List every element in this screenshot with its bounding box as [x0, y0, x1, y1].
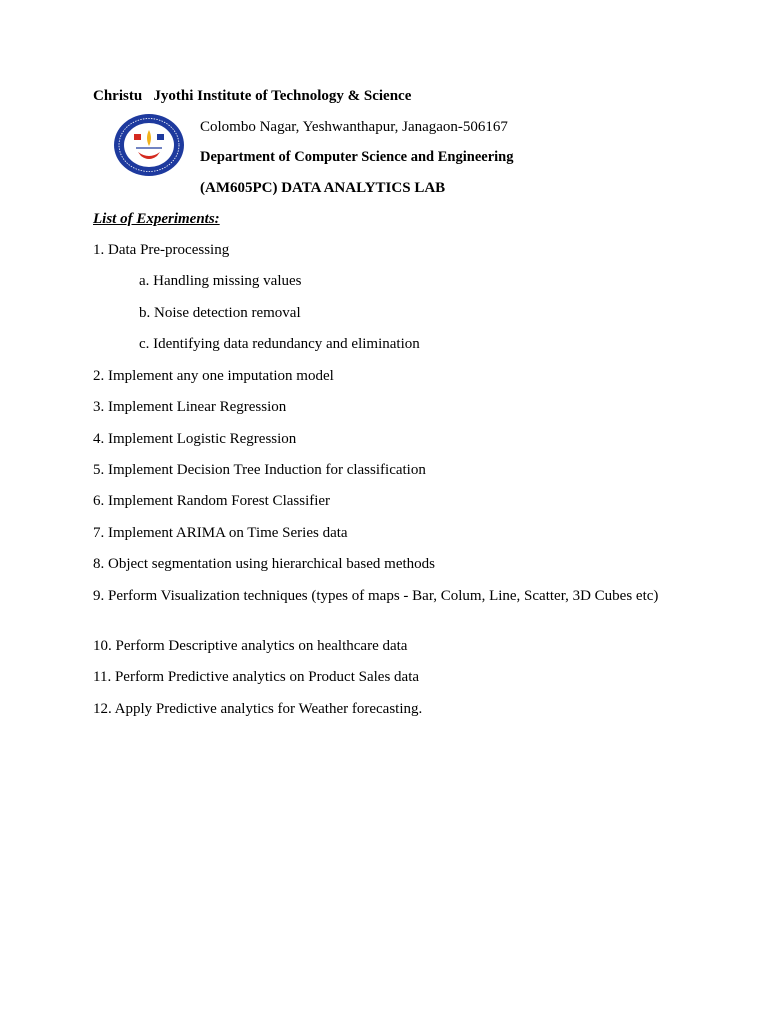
list-item: 12. Apply Predictive analytics for Weather forecasting.	[93, 701, 423, 717]
institute-address: Colombo Nagar, Yeshwanthapur, Janagaon-506167	[200, 119, 508, 135]
list-item: 10. Perform Descriptive analytics on healthcare data	[93, 638, 408, 654]
institute-name: Christu Jyothi Institute of Technology & Science	[93, 88, 412, 104]
list-item: 2. Implement any one imputation model	[93, 368, 334, 384]
list-item: 3. Implement Linear Regression	[93, 399, 287, 415]
list-item: 7. Implement ARIMA on Time Series data	[93, 525, 348, 541]
list-item: a. Handling missing values	[139, 273, 302, 289]
list-item: 5. Implement Decision Tree Induction for classification	[93, 462, 426, 478]
list-item: b. Noise detection removal	[139, 305, 301, 321]
list-heading: List of Experiments:	[93, 211, 220, 227]
lab-title: (AM605PC) DATA ANALYTICS LAB	[200, 180, 446, 196]
list-item: c. Identifying data redundancy and elimination	[139, 336, 420, 352]
list-item: 8. Object segmentation using hierarchical based methods	[93, 556, 435, 572]
list-item: 6. Implement Random Forest Classifier	[93, 493, 331, 509]
department-name: Department of Computer Science and Engineering	[200, 149, 514, 165]
seal-book	[134, 134, 141, 140]
college-seal-icon	[112, 112, 186, 178]
seal-gear	[157, 134, 164, 140]
list-item: 9. Perform Visualization techniques (types of maps - Bar, Colum, Line, Scatter, 3D Cubes etc)	[93, 588, 659, 604]
list-item: 1. Data Pre-processing	[93, 242, 230, 258]
list-item: 4. Implement Logistic Regression	[93, 431, 297, 447]
list-item: 11. Perform Predictive analytics on Product Sales data	[93, 669, 420, 685]
